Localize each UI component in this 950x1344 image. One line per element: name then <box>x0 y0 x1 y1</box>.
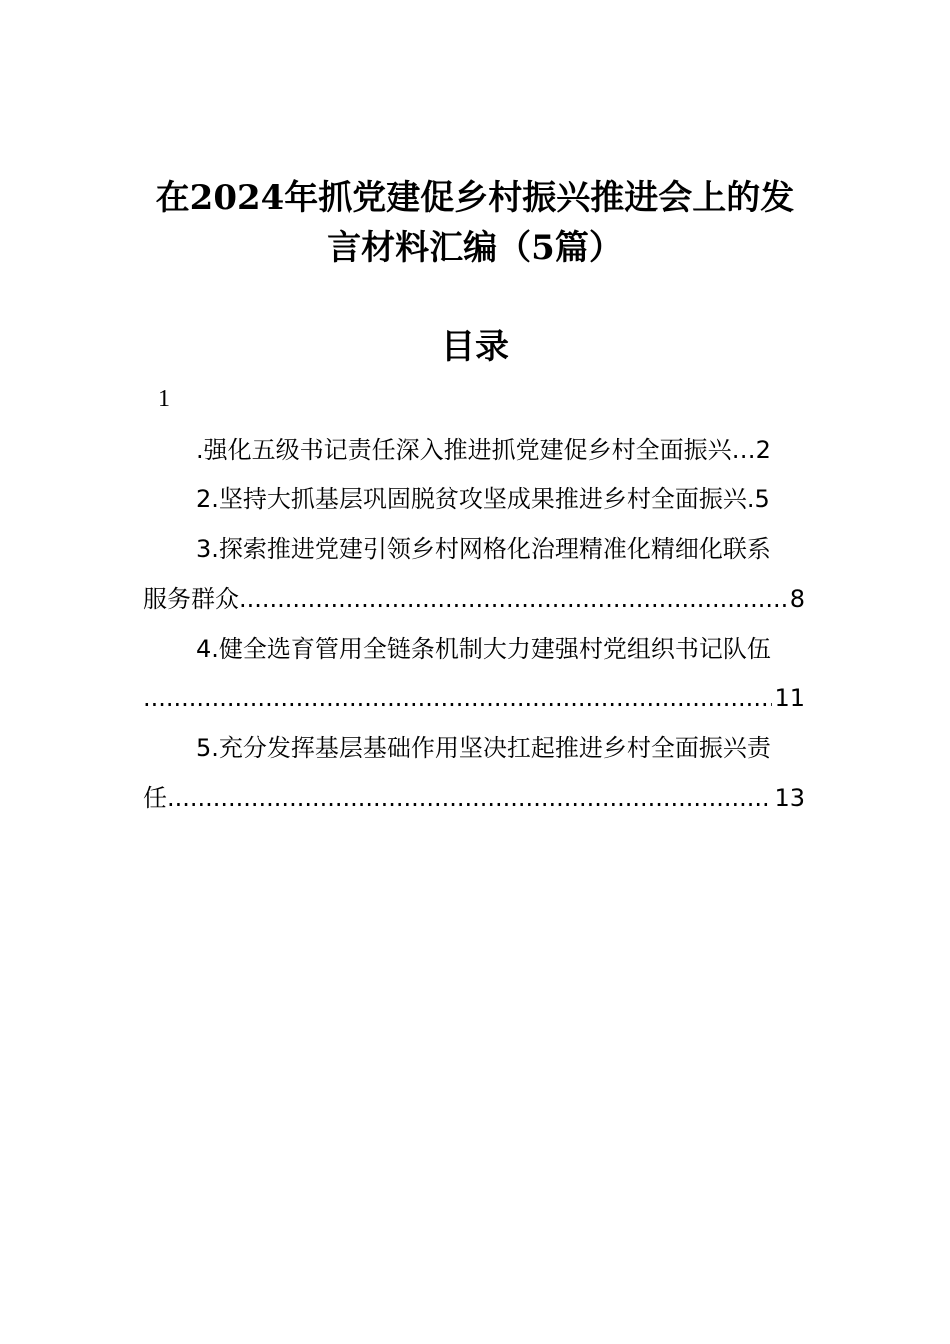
toc-entry-5-line-1[interactable] <box>143 723 805 773</box>
toc-entry-4-page: 11 <box>774 684 805 712</box>
toc-entry-3-line-2[interactable] <box>143 574 805 624</box>
toc-entry-5-page: 13 <box>774 784 805 812</box>
document-title-line-1: 在2024年抓党建促乡村振兴推进会上的发 <box>155 178 795 218</box>
toc-leader-dots <box>239 574 788 624</box>
toc-entry-4-text-line-1: 4.健全选育管用全链条机制大力建强村党组织书记队伍 <box>196 635 771 663</box>
toc-entry-1-text: .强化五级书记责任深入推进抓党建促乡村全面振兴…2 <box>196 436 771 464</box>
toc-entry-1[interactable] <box>143 425 805 475</box>
toc-entry-2-text: 2.坚持大抓基层巩固脱贫攻坚成果推进乡村全面振兴.5 <box>196 485 770 513</box>
toc-entry-5-text-line-1: 5.充分发挥基层基础作用坚决扛起推进乡村全面振兴责 <box>196 734 771 762</box>
toc-entry-3-text-line-2: 服务群众 <box>143 585 239 613</box>
stray-number: 1 <box>158 386 170 412</box>
toc-entry-2[interactable] <box>143 474 805 524</box>
toc-entry-4-line-1[interactable] <box>143 624 805 674</box>
toc-leader-dots <box>143 673 772 723</box>
toc-entry-5-text-line-2: 任 <box>143 784 167 812</box>
toc-entry-4-line-2[interactable] <box>143 673 805 723</box>
toc-entry-3-page: 8 <box>789 585 805 613</box>
toc-entry-3-text-line-1: 3.探索推进党建引领乡村网格化治理精准化精细化联系 <box>196 535 771 563</box>
toc-entry-5-line-2[interactable] <box>143 773 805 823</box>
toc-entry-3-line-1[interactable] <box>143 524 805 574</box>
toc-heading: 目录 <box>441 327 509 367</box>
toc-leader-dots <box>167 773 772 823</box>
document-title-line-2: 言材料汇编（5篇） <box>327 228 623 268</box>
